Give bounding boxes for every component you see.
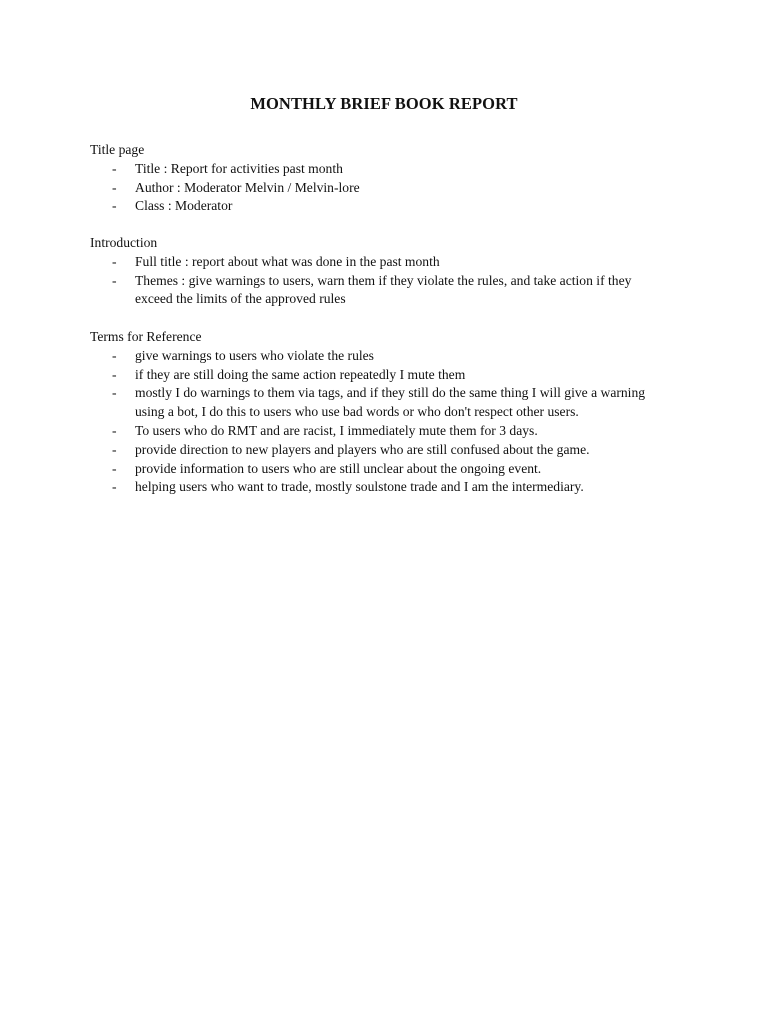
bullet-dash: -: [112, 179, 117, 195]
document-title: MONTHLY BRIEF BOOK REPORT: [250, 94, 518, 113]
list-item: [90, 160, 670, 179]
list-item-text: Title : Report for activities past month: [135, 160, 343, 176]
bullet-dash: -: [112, 366, 117, 382]
bullet-dash: -: [112, 422, 117, 438]
list-item-text: Class : Moderator: [135, 198, 233, 214]
list-item-text: Themes : give warnings to users, warn them if they violate the rules, and take action if they exceed the limits of the approved rules: [135, 272, 632, 307]
list-item-text: helping users who want to trade, mostly soulstone trade and I am the intermediary.: [135, 479, 584, 495]
section-introduction: [90, 234, 670, 309]
list-item-text: provide information to users who are still unclear about the ongoing event.: [135, 460, 542, 476]
bullet-dash: -: [112, 198, 117, 214]
bullet-dash: -: [112, 441, 117, 457]
list-item: [90, 179, 670, 198]
list-item-text: give warnings to users who violate the rules: [135, 347, 374, 363]
list-item: [90, 478, 670, 497]
bullet-dash: -: [112, 479, 117, 495]
list-item: [90, 272, 670, 310]
section-heading: Terms for Reference: [90, 329, 202, 344]
bullet-dash: -: [112, 253, 117, 269]
bullet-dash: -: [112, 460, 117, 476]
section-terms-for-reference: [90, 328, 670, 497]
list-item-text: Full title : report about what was done in the past month: [135, 253, 440, 269]
bullet-list: [90, 160, 670, 216]
section-title-page: [90, 141, 670, 216]
list-item: [90, 197, 670, 216]
list-item: [90, 441, 670, 460]
list-item-text: if they are still doing the same action repeatedly I mute them: [135, 366, 466, 382]
bullet-dash: -: [112, 272, 117, 288]
bullet-dash: -: [112, 347, 117, 363]
list-item: [90, 422, 670, 441]
list-item: [90, 347, 670, 366]
section-heading: Introduction: [90, 235, 158, 250]
list-item-text: To users who do RMT and are racist, I immediately mute them for 3 days.: [135, 422, 538, 438]
list-item: [90, 253, 670, 272]
bullet-dash: -: [112, 160, 117, 176]
list-item-text: provide direction to new players and players who are still confused about the game.: [135, 441, 590, 457]
list-item-text: Author : Moderator Melvin / Melvin-lore: [135, 179, 360, 195]
section-heading: Title page: [90, 142, 145, 157]
list-item-text: mostly I do warnings to them via tags, and if they still do the same thing I will give a warning using a bot, I do this to users who use bad words or who don't respect other users.: [135, 385, 646, 420]
list-item: [90, 460, 670, 479]
bullet-list: [90, 347, 670, 497]
bullet-dash: -: [112, 385, 117, 401]
list-item: [90, 366, 670, 385]
list-item: [90, 384, 670, 422]
bullet-list: [90, 253, 670, 309]
